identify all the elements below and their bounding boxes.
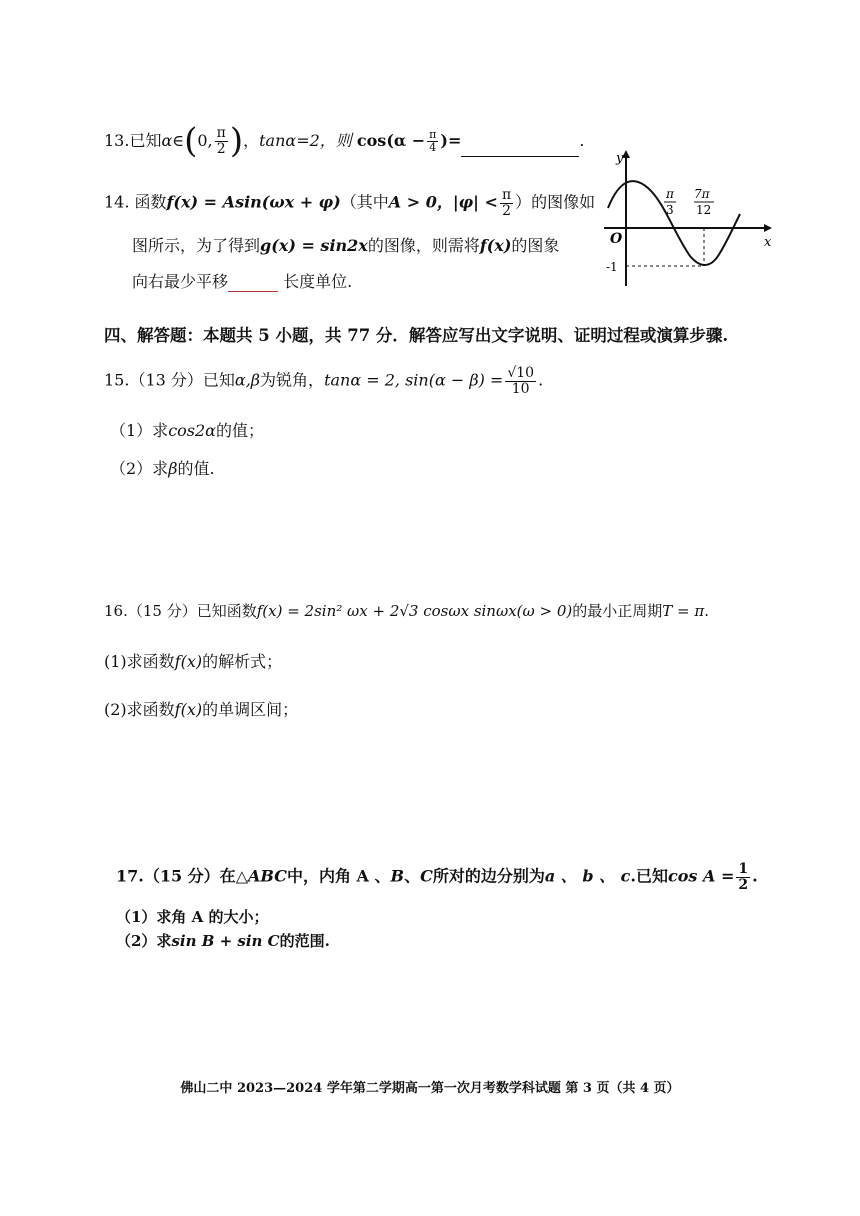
answer-blank-14[interactable]	[228, 277, 278, 292]
origin-label: O	[610, 231, 623, 247]
pi-over-2: $\frac{\pi}{2}$	[216, 125, 226, 157]
question-17: 17.（15 分）在△ABC中，内角 A 、B、C所对的边分别为a 、 b 、 c.已知cos A = $\frac{1}{2}$ .	[116, 861, 758, 893]
question-17-part-2: （2）求sin B + sin C的范围.	[116, 932, 330, 950]
x-label: x	[764, 235, 772, 250]
question-16-part-1: (1)求函数f(x)的解析式；	[104, 652, 283, 671]
sine-curve	[608, 181, 740, 265]
question-15-part-2: （2）求β的值.	[110, 459, 215, 478]
question-15: 15.（13 分）已知α,β为锐角，tanα = 2, sin(α − β) = $\frac{√10}{10}$ .	[104, 365, 544, 397]
question-14-line-2: 图所示，为了得到g(x) = sin2x的图像，则需将f(x)的图象	[132, 236, 560, 255]
section-4-heading: 四、解答题：本题共 5 小题，共 77 分．解答应写出文字说明、证明过程或演算步骤.	[104, 326, 729, 345]
page-footer: 佛山二中 2023—2024 学年第二学期高一第一次月考数学科试题 第 3 页（共 4 页）	[180, 1081, 680, 1096]
sine-graph	[600, 148, 780, 288]
tick-pi-3-num: π	[666, 187, 674, 201]
min-label: -1	[606, 260, 618, 274]
question-14-line-3: 向右最少平移 长度单位.	[132, 272, 353, 291]
tick-7pi-12-num: 7π	[694, 187, 710, 201]
tick-7pi-12-den: 12	[696, 203, 712, 217]
answer-blank-13[interactable]	[461, 140, 579, 157]
pi-over-4: $\frac{\pi}{4}$	[429, 128, 437, 154]
x-axis-arrow-icon	[764, 224, 772, 232]
tick-pi-3-den: 3	[666, 203, 674, 217]
question-15-part-1: （1）求cos2α的值；	[110, 421, 264, 440]
question-17-part-1: （1）求角 A 的大小；	[116, 908, 269, 926]
question-13: 13.已知α∈(0, $\frac{\pi}{2}$ )，tanα=2，则 cos(α − $\frac{\pi}{4}$ )= .	[104, 121, 585, 161]
question-16: 16.（15 分）已知函数f(x) = 2sin² ωx + 2√3 cosωx sinωx(ω > 0)的最小正周期T = π.	[104, 602, 710, 620]
question-16-part-2: (2)求函数f(x)的单调区间；	[104, 700, 299, 719]
y-label: y	[616, 151, 624, 166]
question-14-line-1: 14. 函数f(x) = Asin(ωx + φ)（其中A > 0，|φ| < $\frac{\pi}{2}$ ）的图像如	[104, 187, 596, 219]
